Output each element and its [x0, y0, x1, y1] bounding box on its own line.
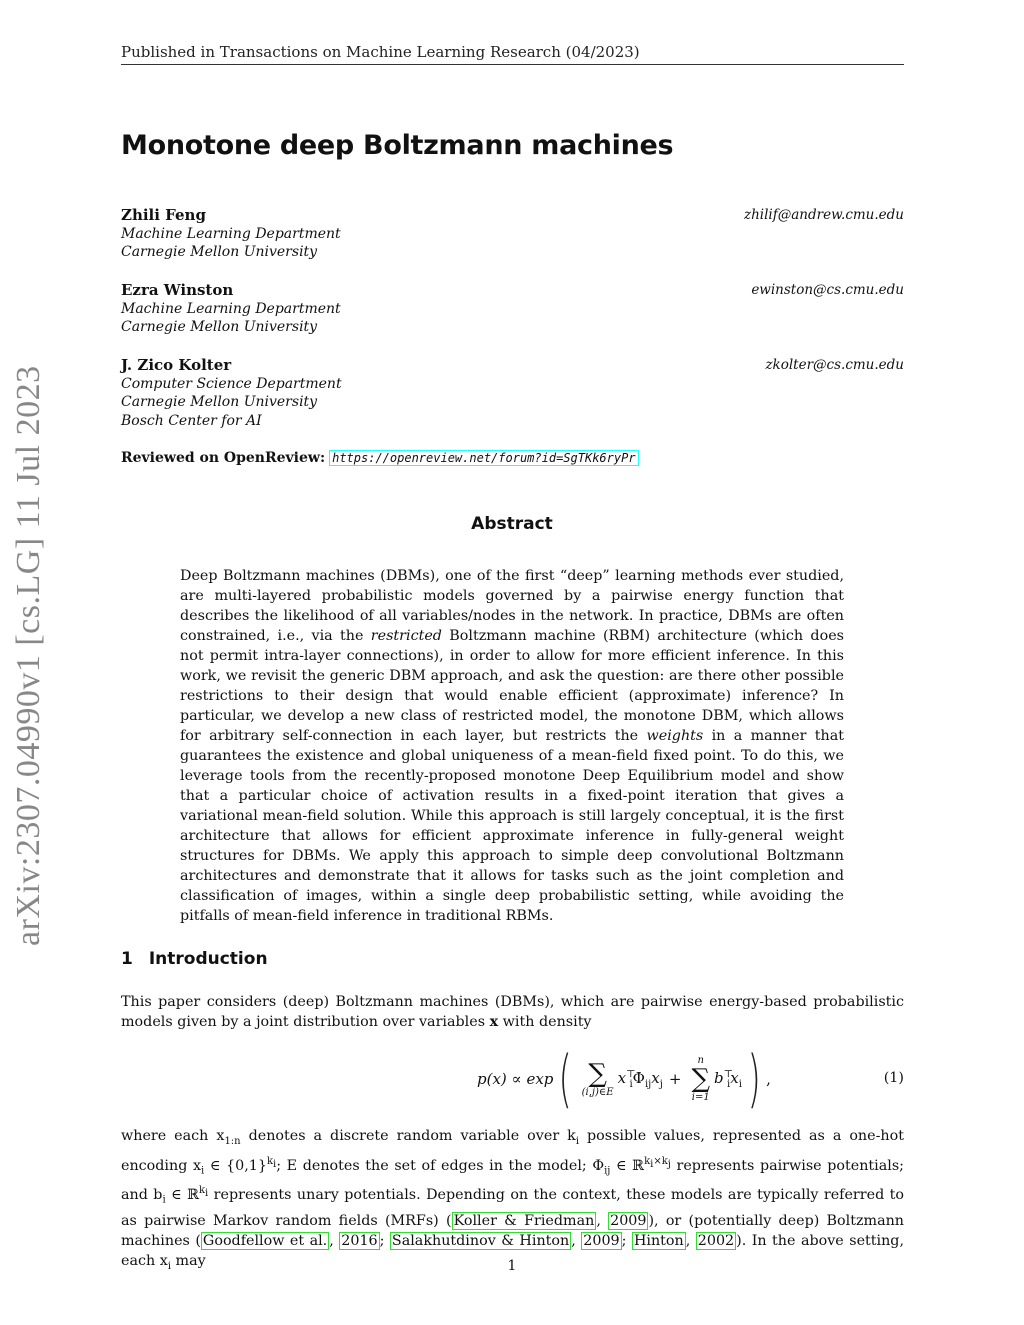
author-affiliation: Computer Science Department: [121, 375, 342, 392]
header-rule: [121, 64, 904, 65]
author-affiliation: Machine Learning Department: [121, 225, 341, 242]
author-name: Ezra Winston: [121, 281, 234, 299]
citation-link[interactable]: Salakhutdinov & Hinton: [391, 1233, 570, 1250]
text: ,: [329, 1233, 340, 1250]
author-name: J. Zico Kolter: [121, 356, 232, 374]
equation-body: [477, 1042, 771, 1116]
author-affiliation: Machine Learning Department: [121, 300, 341, 317]
author-email[interactable]: ewinston@cs.cmu.edu: [751, 282, 904, 298]
author-affiliation: Bosch Center for AI: [121, 412, 262, 429]
unary-term: [714, 1069, 742, 1090]
intro-segment: with density: [498, 1014, 592, 1030]
citation-link[interactable]: Koller & Friedman: [453, 1213, 595, 1230]
section-number: 1: [121, 949, 133, 969]
sup: k: [198, 1185, 206, 1197]
sum-lower-limit: (i,j)∈E: [581, 1086, 614, 1098]
author-email[interactable]: zhilif@andrew.cmu.edu: [743, 207, 904, 223]
section-heading: [121, 949, 268, 969]
abstract-emphasis: restricted: [370, 628, 442, 644]
text: possible values, represented as a one-hot encoding x: [121, 1128, 904, 1174]
sub: i: [201, 1165, 205, 1177]
sup: ×k: [653, 1155, 668, 1167]
citation-year-link[interactable]: 2009: [583, 1233, 620, 1250]
citation-link[interactable]: Goodfellow et al.: [202, 1233, 328, 1250]
review-label: Reviewed on OpenReview:: [121, 450, 326, 466]
sup: k: [644, 1155, 651, 1167]
paper-title: Monotone deep Boltzmann machines: [121, 130, 674, 161]
sub: j: [659, 1078, 663, 1090]
text: ; E denotes the set of edges in the model; Φ: [276, 1157, 605, 1174]
text: ;: [379, 1233, 390, 1250]
sum-operator: [691, 1055, 710, 1103]
abstract-text: [180, 566, 844, 926]
arxiv-stamp: arXiv:2307.04990v1 [cs.LG] 11 Jul 2023: [10, 365, 47, 946]
review-line: [121, 450, 639, 466]
sub: i: [167, 1260, 172, 1272]
text: ,: [596, 1213, 609, 1230]
sub: j: [667, 1158, 671, 1170]
equation-comma: ,: [766, 1070, 771, 1088]
sub: i: [727, 1078, 731, 1090]
running-header: Published in Transactions on Machine Learning Research (04/2023): [121, 43, 640, 61]
abstract-segment: in a manner that guarantees the existence and global uniqueness of a mean-field fixed point. To do this, we leverage tools from the recently-proposed monotone Deep Equilibrium model and show that a particular choice of activation results in a fixed-point iteration that gives a variational mean-field solution. While this approach is still largely conceptual, it is the first architecture that allows for efficient approximate inference in fully-general weight structures for DBMs. We apply this approach to simple deep convolutional Boltzmann architectures and demonstrate that it allows for tasks such as the joint completion and classification of images, within a single deep probabilistic setting, while avoiding the pitfalls of mean-field inference in traditional RBMs.: [180, 728, 844, 924]
sigma-symbol: ∑: [588, 1058, 607, 1089]
plus-sign: +: [668, 1070, 682, 1088]
sub: i: [205, 1188, 209, 1200]
section-title: Introduction: [148, 949, 268, 969]
text: ,: [571, 1233, 582, 1250]
text: ,: [685, 1233, 696, 1250]
var: x: [730, 1068, 739, 1087]
equation-1: [121, 1042, 904, 1116]
equation-number: (1): [883, 1070, 904, 1086]
text: ;: [621, 1233, 632, 1250]
sub: ij: [604, 1165, 611, 1177]
transpose: ⊤: [626, 1068, 636, 1080]
text: denotes a discrete random variable over k: [240, 1128, 576, 1144]
text: ), or (potentially deep) Boltzmann machines (: [121, 1213, 905, 1250]
author-block: [121, 206, 904, 262]
text: ∈ ℝ: [610, 1157, 645, 1174]
sum-lower-limit: i=1: [691, 1092, 710, 1103]
sup: k: [266, 1155, 274, 1167]
citation-link[interactable]: Hinton: [633, 1233, 684, 1250]
sum-operator: [581, 1058, 614, 1098]
openreview-link[interactable]: https://openreview.net/forum?id=SgTKk6ryPr: [329, 450, 638, 466]
text: represents pairwise potentials; and b: [121, 1157, 904, 1204]
citation-year-link[interactable]: 2009: [610, 1213, 647, 1230]
sub: i: [273, 1158, 277, 1170]
author-affiliation: Carnegie Mellon University: [121, 319, 318, 335]
var: b: [714, 1068, 724, 1087]
author-affiliation: Carnegie Mellon University: [121, 244, 318, 260]
sigma-symbol: ∑: [691, 1064, 711, 1094]
author-name: Zhili Feng: [121, 206, 206, 224]
author-block: [121, 356, 904, 430]
text: ∈ ℝ: [165, 1187, 199, 1204]
text: ∈ {0,1}: [204, 1157, 267, 1174]
abstract-segment: Boltzmann machine (RBM) architecture (which does not permit intra-layer connections), in order to allow for more efficient inference. In this work, we revisit the generic DBM approach, and ask the question: are there other possible restrictions to their design that would enable efficient (approximate) inference? In particular, we develop a new class of restricted model, the monotone DBM, which allows for arbitrary self-connection in each layer, but restricts the: [180, 628, 844, 744]
var: x: [651, 1068, 660, 1087]
abstract-heading: Abstract: [471, 514, 553, 534]
equation-lhs: p(x) ∝ exp: [477, 1070, 554, 1088]
text: ). In the above setting, each x: [121, 1233, 904, 1270]
right-paren: ): [747, 1042, 761, 1115]
intro-paragraph: [121, 992, 904, 1032]
page-number: 1: [507, 1258, 517, 1274]
intro-bold-symbol: x: [489, 1014, 499, 1030]
phi: Φ: [632, 1068, 645, 1087]
sub: i: [629, 1078, 633, 1090]
sub: 1:n: [224, 1135, 241, 1147]
abstract-emphasis: weights: [646, 728, 704, 744]
text: represents unary potentials. Depending on the context, these models are typically referred to as pairwise Markov random fields (MRFs) (: [121, 1187, 904, 1230]
transpose: ⊤: [723, 1068, 734, 1080]
pairwise-term: [618, 1069, 663, 1090]
text: where each x: [121, 1128, 225, 1144]
author-block: [121, 281, 904, 337]
author-email[interactable]: zkolter@cs.cmu.edu: [765, 357, 904, 373]
sub: i: [650, 1158, 654, 1170]
sub: ij: [644, 1078, 652, 1090]
sum-upper-limit: n: [697, 1055, 704, 1066]
sub: i: [575, 1135, 580, 1147]
var: x: [617, 1068, 627, 1087]
sub: i: [738, 1078, 742, 1090]
citation-year-link[interactable]: 2002: [697, 1233, 735, 1250]
left-paren: (: [558, 1042, 573, 1115]
author-affiliation: Carnegie Mellon University: [121, 394, 318, 410]
abstract-segment: Deep Boltzmann machines (DBMs), one of the first “deep” learning methods ever studied, are multi-layered probabilistic models governed by a pairwise energy function that describes the likelihood of all variables/nodes in the network. In practice, DBMs are often constrained, i.e., via the: [180, 568, 844, 644]
text: may: [171, 1253, 206, 1270]
intro-segment: This paper considers (deep) Boltzmann machines (DBMs), which are pairwise energy-based probabilistic models given by a joint distribution over variables: [121, 994, 904, 1030]
sub: i: [162, 1195, 166, 1207]
body-paragraph: [121, 1126, 904, 1277]
citation-year-link[interactable]: 2016: [341, 1233, 378, 1250]
